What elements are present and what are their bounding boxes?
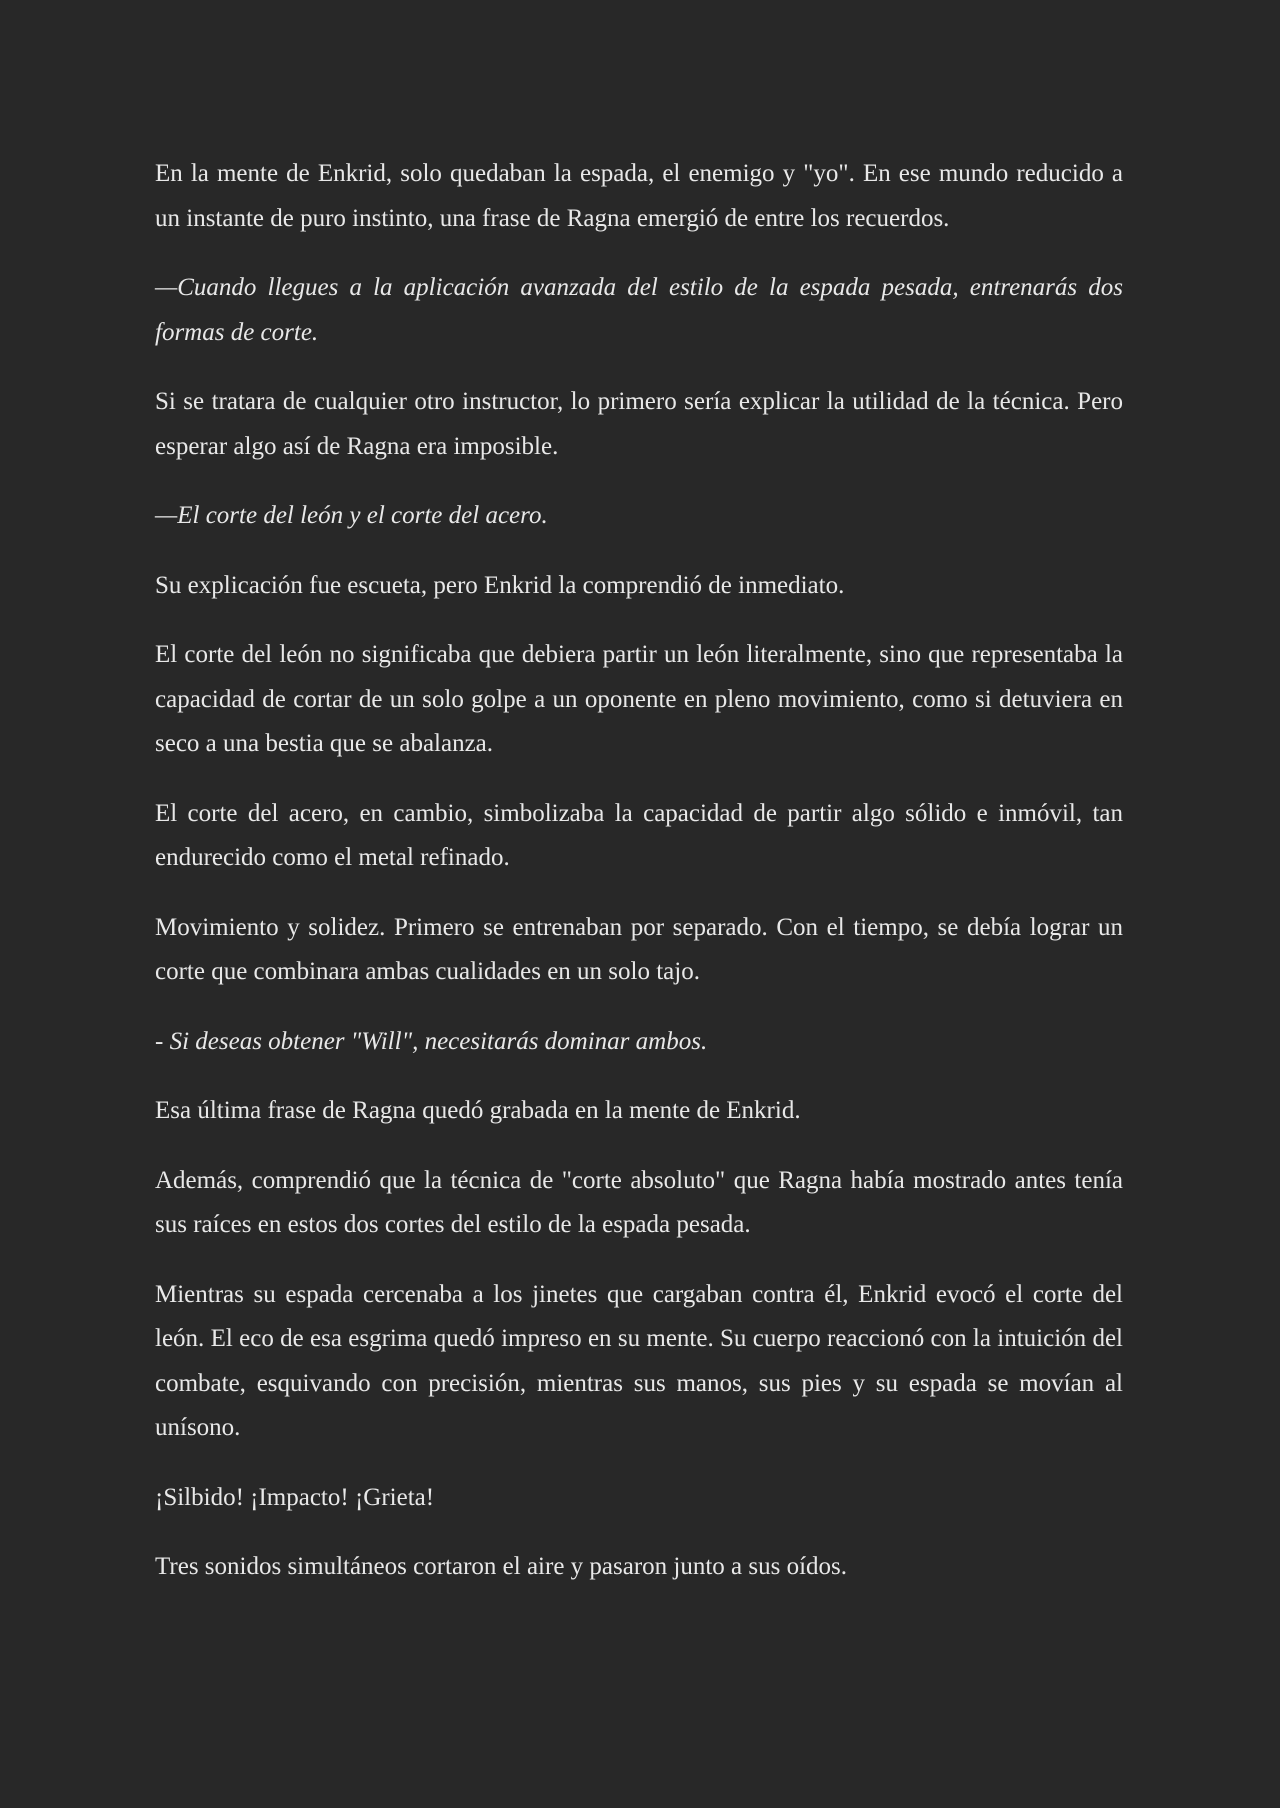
paragraph: El corte del león no significaba que debiera partir un león literalmente, sino que representaba la capacidad de cortar de un solo golpe a un oponente en pleno movimiento, como si detuviera en seco a una bestia que se abalanza.	[155, 641, 1123, 757]
paragraph: Su explicación fue escueta, pero Enkrid la comprendió de inmediato.	[155, 571, 845, 599]
paragraph: Tres sonidos simultáneos cortaron el aire y pasaron junto a sus oídos.	[155, 1553, 848, 1580]
paragraph: ¡Silbido! ¡Impacto! ¡Grieta!	[155, 1483, 435, 1511]
paragraph: El corte del acero, en cambio, simbolizaba la capacidad de partir algo sólido e inmóvil, tan endurecido como el metal refinado.	[155, 799, 1123, 871]
paragraph: Si se tratara de cualquier otro instructor, lo primero sería explicar la utilidad de la técnica. Pero esperar algo así de Ragna era imposible.	[155, 388, 1123, 460]
paragraph: En la mente de Enkrid, solo quedaban la espada, el enemigo y "yo". En ese mundo reducido a un instante de puro instinto, una frase de Ragna emergió de entre los recuerdos.	[155, 160, 1123, 232]
reader-content	[155, 152, 1123, 1615]
paragraph: Mientras su espada cercenaba a los jinetes que cargaban contra él, Enkrid evocó el corte del león. El eco de esa esgrima quedó impreso en su mente. Su cuerpo reaccionó con la intuición del combate, esquivando con precisión, mientras sus manos, sus pies y su espada se movían al unísono.	[155, 1280, 1123, 1441]
quote-paragraph: - Si deseas obtener "Will", necesitarás dominar ambos.	[155, 1027, 708, 1055]
quote-paragraph: —El corte del león y el corte del acero.	[155, 502, 548, 529]
paragraph: Movimiento y solidez. Primero se entrenaban por separado. Con el tiempo, se debía lograr un corte que combinara ambas cualidades en un solo tajo.	[155, 913, 1123, 985]
paragraph: Esa última frase de Ragna quedó grabada en la mente de Enkrid.	[155, 1097, 801, 1124]
quote-paragraph: —Cuando llegues a la aplicación avanzada del estilo de la espada pesada, entrenarás dos formas de corte.	[155, 274, 1123, 346]
paragraph: Además, comprendió que la técnica de "corte absoluto" que Ragna había mostrado antes tenía sus raíces en estos dos cortes del estilo de la espada pesada.	[155, 1166, 1123, 1238]
